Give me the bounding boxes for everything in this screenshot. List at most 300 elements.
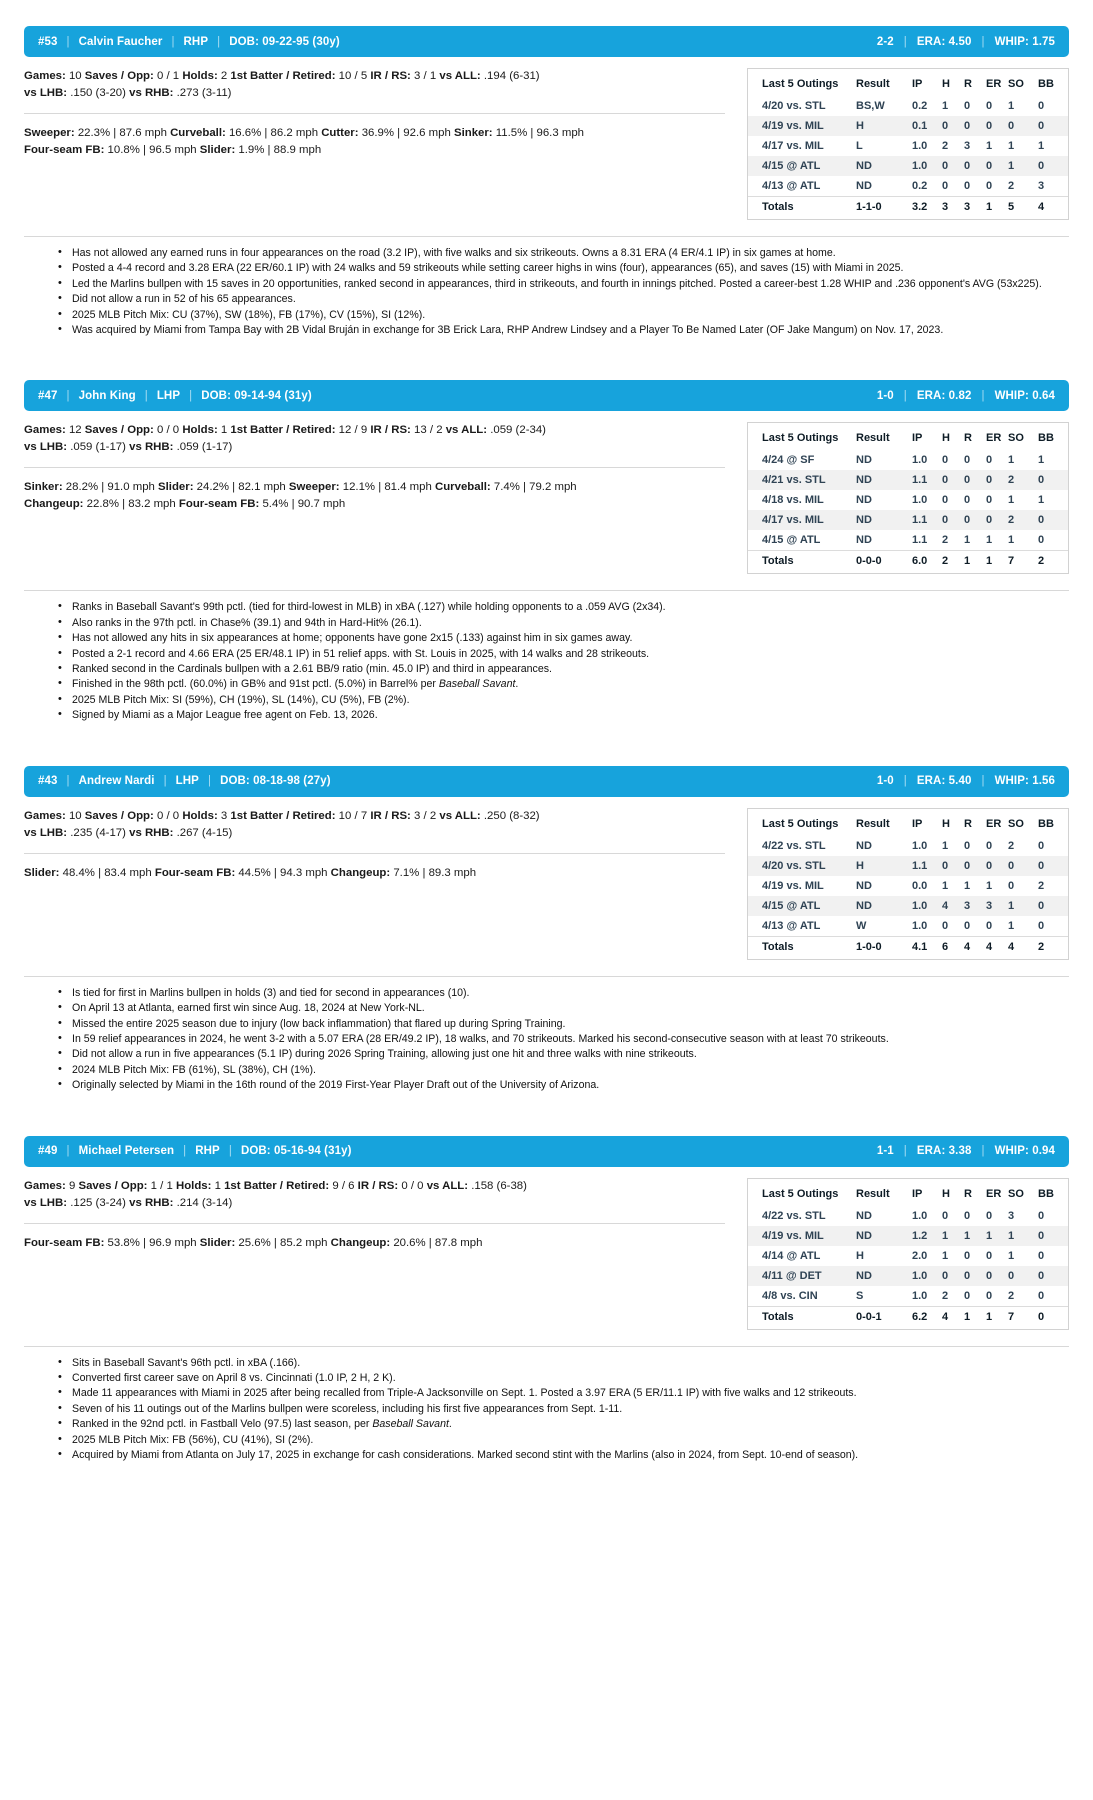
table-row — [748, 1286, 1068, 1307]
table-cell: 1.0 — [912, 1289, 928, 1302]
table-cell: 0 — [942, 1269, 949, 1282]
table-row — [748, 1226, 1068, 1246]
player-identity — [38, 390, 312, 402]
table-cell: ND — [856, 180, 872, 192]
table-row — [748, 176, 1068, 197]
table-cell: 0 — [964, 514, 971, 527]
table-cell: 1 — [1038, 454, 1045, 467]
table-cell: 1 — [942, 1229, 949, 1242]
table-cell: 0 — [964, 919, 971, 932]
table-cell: 2.0 — [912, 1249, 928, 1262]
table-cell: 0 — [1008, 120, 1015, 132]
table-cell: 0 — [1038, 1209, 1045, 1222]
outings-table — [748, 1183, 1068, 1327]
block-spacer — [24, 1463, 1069, 1501]
table-cell: 3 — [964, 140, 971, 152]
column-header: ER — [986, 432, 1002, 445]
player-header — [24, 26, 1069, 57]
table-cell: 0 — [986, 514, 993, 527]
totals-cell: 6.2 — [912, 1310, 928, 1323]
divider-glyph: | — [903, 389, 907, 402]
table-cell: ND — [856, 839, 872, 852]
divider-glyph: | — [981, 1145, 985, 1158]
player-stats-column — [24, 808, 735, 882]
player-record: 1-0 — [876, 389, 894, 402]
table-cell: 1.0 — [912, 140, 928, 152]
table-cell: 1 — [1008, 494, 1015, 507]
note-item: • Also ranks in the 97th pctl. in Chase% (39.1) and 94th in Hard-Hit% (26.1). — [58, 616, 1069, 630]
totals-cell: 7 — [1008, 1310, 1015, 1323]
table-cell: 1.0 — [912, 454, 928, 467]
stat-line-primary: Games: 10 Saves / Opp: 0 / 0 Holds: 3 1st Batter / Retired: 10 / 7 IR / RS: 3 / 2 vs ALL: .250 (8-32) — [24, 809, 540, 822]
table-cell: 0 — [1038, 1269, 1045, 1282]
column-header: SO — [1008, 817, 1024, 830]
note-item: • Led the Marlins bullpen with 15 saves in 20 opportunities, ranked second in appearances, third in strikeouts, and fourth in innings pitched. Posted a career-best 1.28 WHIP and .236 opponent's AVG (53x225). — [58, 277, 1069, 291]
table-cell: 0.1 — [912, 120, 928, 132]
player-number: #49 — [38, 1145, 58, 1158]
table-cell: 0 — [942, 120, 949, 132]
divider-glyph: | — [163, 775, 167, 788]
table-cell: 0 — [942, 454, 949, 467]
table-cell: 0.2 — [912, 100, 928, 112]
column-header: H — [942, 817, 950, 830]
divider-glyph: | — [207, 775, 212, 788]
table-cell: 0 — [964, 180, 971, 192]
table-cell: L — [856, 140, 863, 152]
player-block — [24, 380, 1069, 761]
column-header: Last 5 Outings — [762, 817, 839, 830]
table-cell: 1 — [1008, 1229, 1015, 1242]
player-era: ERA: 4.50 — [916, 35, 972, 48]
column-header: SO — [1008, 432, 1024, 445]
table-cell: 0 — [964, 474, 971, 487]
totals-cell: 1-1-0 — [856, 201, 882, 213]
table-cell: 0 — [942, 919, 949, 932]
table-cell: 0 — [986, 160, 993, 172]
column-header: R — [964, 817, 972, 830]
table-cell: 3 — [1038, 180, 1045, 192]
table-cell: 0 — [1038, 160, 1045, 172]
table-cell: ND — [856, 899, 872, 912]
player-era: ERA: 0.82 — [916, 389, 972, 402]
player-header — [24, 380, 1069, 411]
totals-cell: 1 — [964, 555, 971, 568]
totals-cell: 3.2 — [912, 201, 928, 213]
player-whip: WHIP: 0.64 — [994, 389, 1055, 402]
divider-glyph: | — [189, 389, 193, 402]
player-dob: DOB: 05-16-94 (31y) — [240, 1145, 352, 1158]
section-divider — [24, 1223, 725, 1224]
table-cell: 2 — [1008, 180, 1015, 192]
stat-line-primary: Games: 10 Saves / Opp: 0 / 1 Holds: 2 1st Batter / Retired: 10 / 5 IR / RS: 3 / 1 vs ALL: .194 (6-31) — [24, 70, 540, 82]
column-header: R — [964, 1187, 972, 1200]
column-header: ER — [986, 817, 1002, 830]
block-spacer — [24, 338, 1069, 376]
table-cell: 1.1 — [912, 534, 928, 547]
table-cell: 0 — [964, 1249, 971, 1262]
table-row — [748, 896, 1068, 916]
table-cell: 1 — [942, 879, 949, 892]
divider-glyph: | — [217, 35, 221, 48]
pitch-mix-line-1: Slider: 48.4% | 83.4 mph Four-seam FB: 44.5% | 94.3 mph Changeup: 7.1% | 89.3 mph — [24, 866, 477, 879]
column-header: Result — [856, 817, 890, 830]
totals-cell: 4 — [964, 940, 971, 953]
table-cell: 4/15 @ ATL — [762, 534, 821, 547]
column-header: R — [964, 78, 972, 90]
totals-cell: 6 — [942, 940, 949, 953]
table-cell: 0 — [942, 859, 949, 872]
table-cell: 1 — [1008, 534, 1015, 547]
table-cell: 1 — [942, 100, 949, 112]
divider-glyph: | — [171, 35, 175, 48]
totals-cell: 0-0-1 — [856, 1310, 882, 1323]
table-cell: 4/22 vs. STL — [762, 1209, 826, 1222]
player-name[interactable]: Andrew Nardi — [78, 775, 155, 788]
player-name[interactable]: Michael Petersen — [78, 1145, 175, 1158]
player-whip: WHIP: 0.94 — [994, 1145, 1055, 1158]
table-cell: 0 — [986, 839, 993, 852]
column-header: IP — [912, 1187, 923, 1200]
table-header-row — [748, 1183, 1068, 1206]
table-cell: 1 — [1038, 140, 1045, 152]
note-item: • Missed the entire 2025 season due to injury (low back inflammation) that flared up during Spring Training. — [58, 1017, 1069, 1031]
totals-cell: Totals — [762, 201, 794, 213]
column-header: R — [964, 432, 972, 445]
table-cell: 4/18 vs. MIL — [762, 494, 824, 507]
note-item: • In 59 relief appearances in 2024, he went 3-2 with a 5.07 ERA (28 ER/49.2 IP), 18 walks, and 70 strikeouts. Marked his second-consecutive season with at least 70 strikeouts. — [58, 1032, 1069, 1046]
table-totals-row — [748, 551, 1068, 572]
column-header: Result — [856, 432, 890, 445]
note-item: • 2025 MLB Pitch Mix: FB (56%), CU (41%), SI (2%). — [58, 1433, 1069, 1447]
table-cell: 4/11 @ DET — [762, 1269, 822, 1282]
table-cell: 0 — [986, 1209, 993, 1222]
table-row — [748, 1206, 1068, 1226]
column-header: IP — [912, 817, 923, 830]
table-cell: 0 — [942, 180, 949, 192]
table-cell: ND — [856, 160, 872, 172]
player-summary-stats — [877, 36, 1055, 48]
note-item: • Signed by Miami as a Major League free agent on Feb. 13, 2026. — [58, 708, 1069, 722]
totals-cell: 1 — [986, 201, 993, 213]
table-cell: 4/20 vs. STL — [762, 859, 826, 872]
column-header: Result — [856, 1187, 890, 1200]
player-record: 1-1 — [876, 1145, 894, 1158]
divider-glyph: | — [981, 35, 985, 48]
section-divider — [24, 113, 725, 114]
totals-cell: 1 — [986, 555, 993, 568]
table-row — [748, 856, 1068, 876]
table-header-row — [748, 73, 1068, 96]
column-header: Last 5 Outings — [762, 1187, 839, 1200]
player-number: #43 — [38, 775, 58, 788]
table-cell: ND — [856, 454, 872, 467]
table-cell: ND — [856, 494, 872, 507]
note-item: • Has not allowed any earned runs in four appearances on the road (3.2 IP), with five walks and six strikeouts. Owns a 8.31 ERA (4 ER/4.1 IP) in six games at home. — [58, 246, 1069, 260]
player-summary-stats — [877, 775, 1055, 787]
player-throws: RHP — [195, 1145, 220, 1158]
table-cell: 0 — [964, 100, 971, 112]
player-body — [24, 57, 1069, 220]
table-row — [748, 96, 1068, 116]
note-item: • 2025 MLB Pitch Mix: SI (59%), CH (19%), SL (14%), CU (5%), FB (2%). — [58, 693, 1069, 707]
player-stats-column — [24, 68, 735, 159]
outings-table — [748, 427, 1068, 571]
players-container — [24, 26, 1069, 1501]
player-throws: LHP — [175, 775, 199, 788]
player-dob: DOB: 09-22-95 (30y) — [229, 35, 340, 48]
table-cell: 1 — [1008, 160, 1015, 172]
player-era: ERA: 5.40 — [916, 775, 972, 788]
last-5-outings-panel — [747, 1178, 1069, 1330]
table-cell: 0 — [1038, 899, 1045, 912]
player-record: 1-0 — [876, 775, 894, 788]
table-cell: 0 — [986, 1249, 993, 1262]
table-cell: 1 — [1008, 100, 1015, 112]
totals-cell: 4 — [1008, 940, 1015, 953]
divider-glyph: | — [66, 1145, 70, 1158]
table-cell: W — [856, 919, 867, 932]
player-notes-list — [58, 1356, 1069, 1463]
table-cell: 0 — [1038, 839, 1045, 852]
notes-divider — [24, 976, 1069, 977]
note-item: • Posted a 2-1 record and 4.66 ERA (25 ER/48.1 IP) in 51 relief apps. with St. Louis in 2025, with 14 walks and 28 strikeouts. — [58, 647, 1069, 661]
player-name[interactable]: Calvin Faucher — [78, 35, 163, 48]
table-cell: 0 — [964, 1209, 971, 1222]
player-number: #47 — [38, 389, 58, 402]
player-number: #53 — [38, 35, 58, 48]
divider-glyph: | — [981, 389, 985, 402]
table-totals-row — [748, 1306, 1068, 1327]
table-row — [748, 876, 1068, 896]
totals-cell: Totals — [762, 1310, 794, 1323]
table-cell: 1 — [986, 534, 993, 547]
player-dob: DOB: 09-14-94 (31y) — [201, 389, 312, 402]
table-row — [748, 916, 1068, 937]
pitch-mix-line-1: Sweeper: 22.3% | 87.6 mph Curveball: 16.6% | 86.2 mph Cutter: 36.9% | 92.6 mph Sinker: 11.5% | 96.3 mph — [24, 127, 584, 139]
table-cell: 0 — [964, 454, 971, 467]
table-cell: 1.1 — [912, 514, 928, 527]
table-cell: 0 — [986, 1269, 993, 1282]
totals-cell: 5 — [1008, 201, 1015, 213]
outings-table — [748, 813, 1068, 957]
table-cell: 0 — [1008, 1269, 1015, 1282]
section-divider — [24, 853, 725, 854]
note-item: • Is tied for first in Marlins bullpen in holds (3) and tied for second in appearances (10). — [58, 986, 1069, 1000]
table-cell: 0 — [1038, 534, 1045, 547]
totals-cell: 2 — [1038, 940, 1045, 953]
table-cell: ND — [856, 1269, 872, 1282]
table-cell: 0 — [1038, 1289, 1045, 1302]
player-identity — [38, 775, 331, 787]
table-cell: 0 — [1038, 120, 1045, 132]
table-cell: 0 — [1038, 514, 1045, 527]
stat-line-primary: Games: 9 Saves / Opp: 1 / 1 Holds: 1 1st Batter / Retired: 9 / 6 IR / RS: 0 / 0 vs ALL: .158 (6-38) — [24, 1179, 527, 1192]
player-header — [24, 766, 1069, 797]
table-cell: 0 — [1008, 859, 1015, 872]
table-cell: ND — [856, 1229, 872, 1242]
table-cell: 0 — [964, 120, 971, 132]
table-cell: 3 — [964, 899, 971, 912]
player-stats-column — [24, 1178, 735, 1252]
divider-glyph: | — [66, 35, 70, 48]
divider-glyph: | — [144, 389, 148, 402]
table-cell: 0 — [986, 494, 993, 507]
player-block — [24, 1136, 1069, 1502]
table-cell: 1.0 — [912, 160, 928, 172]
note-item: • Did not allow a run in five appearances (5.1 IP) during 2026 Spring Training, allowing just one hit and three walks with nine strikeouts. — [58, 1047, 1069, 1061]
player-dob: DOB: 08-18-98 (27y) — [220, 775, 331, 788]
table-cell: 1.0 — [912, 494, 928, 507]
table-cell: ND — [856, 514, 872, 527]
table-cell: H — [856, 120, 864, 132]
table-cell: 0 — [1038, 1229, 1045, 1242]
table-cell: 1 — [986, 140, 993, 152]
block-spacer — [24, 724, 1069, 762]
note-item: • Ranked in the 92nd pctl. in Fastball Velo (97.5) last season, per Baseball Savant. — [58, 1417, 1069, 1431]
player-name[interactable]: John King — [78, 389, 136, 402]
totals-cell: 2 — [1038, 555, 1045, 568]
totals-cell: 3 — [942, 201, 949, 213]
stat-line-splits: vs LHB: .059 (1-17) vs RHB: .059 (1-17) — [24, 441, 233, 454]
table-cell: 4/15 @ ATL — [762, 899, 821, 912]
player-throws: RHP — [183, 35, 209, 48]
column-header: IP — [912, 432, 923, 445]
totals-cell: 4 — [942, 1310, 949, 1323]
table-row — [748, 530, 1068, 551]
table-cell: H — [856, 1249, 864, 1262]
table-cell: 0 — [942, 514, 949, 527]
table-cell: 0 — [942, 160, 949, 172]
stat-line-splits: vs LHB: .125 (3-24) vs RHB: .214 (3-14) — [24, 1196, 233, 1209]
divider-glyph: | — [903, 775, 907, 788]
table-cell: 1.2 — [912, 1229, 928, 1242]
column-header: SO — [1008, 1187, 1024, 1200]
totals-cell: Totals — [762, 940, 794, 953]
note-item: • Made 11 appearances with Miami in 2025 after being recalled from Triple-A Jacksonville on Sept. 1. Posted a 3.97 ERA (5 ER/11.1 IP) with five walks and 12 strikeouts. — [58, 1386, 1069, 1400]
totals-cell: 4 — [1038, 201, 1045, 213]
table-cell: 0 — [1008, 879, 1015, 892]
totals-cell: 0 — [1038, 1310, 1045, 1323]
totals-cell: 4 — [986, 940, 993, 953]
table-cell: 4/20 vs. STL — [762, 100, 826, 112]
table-totals-row — [748, 936, 1068, 957]
note-item: • 2025 MLB Pitch Mix: CU (37%), SW (18%), FB (17%), CV (15%), SI (12%). — [58, 308, 1069, 322]
column-header: Result — [856, 78, 890, 90]
table-cell: 4/17 vs. MIL — [762, 514, 824, 527]
table-cell: 4/13 @ ATL — [762, 180, 821, 192]
player-whip: WHIP: 1.75 — [994, 35, 1055, 48]
totals-cell: 3 — [964, 201, 971, 213]
player-identity — [38, 1145, 352, 1157]
table-cell: BS,W — [856, 100, 885, 112]
totals-cell: Totals — [762, 555, 794, 568]
table-cell: 1.0 — [912, 839, 928, 852]
last-5-outings-panel — [747, 422, 1069, 574]
note-item: • Originally selected by Miami in the 16th round of the 2019 First-Year Player Draft out of the University of Arizona. — [58, 1078, 1069, 1092]
table-row — [748, 156, 1068, 176]
table-cell: 1.0 — [912, 919, 928, 932]
table-cell: 3 — [986, 899, 993, 912]
divider-glyph: | — [183, 1145, 187, 1158]
table-cell: 0 — [986, 454, 993, 467]
block-spacer — [24, 1094, 1069, 1132]
player-summary-stats — [877, 1145, 1055, 1157]
table-cell: 1 — [986, 879, 993, 892]
column-header: ER — [986, 1187, 1002, 1200]
stat-line-primary: Games: 12 Saves / Opp: 0 / 0 Holds: 1 1st Batter / Retired: 12 / 9 IR / RS: 13 / 2 vs ALL: .059 (2-34) — [24, 424, 546, 437]
totals-cell: 1-0-0 — [856, 940, 882, 953]
table-cell: 0 — [1038, 474, 1045, 487]
player-stats-column — [24, 422, 735, 513]
player-notes-list — [58, 246, 1069, 337]
table-cell: 4/13 @ ATL — [762, 919, 821, 932]
stat-line-splits: vs LHB: .235 (4-17) vs RHB: .267 (4-15) — [24, 826, 233, 839]
table-cell: 0 — [964, 160, 971, 172]
table-cell: 4/15 @ ATL — [762, 160, 821, 172]
table-cell: 1.1 — [912, 859, 928, 872]
table-cell: 0.0 — [912, 879, 928, 892]
table-cell: ND — [856, 1209, 872, 1222]
table-cell: 4/24 @ SF — [762, 454, 815, 467]
table-totals-row — [748, 197, 1068, 218]
table-cell: ND — [856, 474, 872, 487]
table-cell: 3 — [1008, 1209, 1015, 1222]
table-cell: 1.0 — [912, 899, 928, 912]
player-body — [24, 411, 1069, 574]
table-row — [748, 116, 1068, 136]
totals-cell: 4.1 — [912, 940, 928, 953]
table-cell: 0 — [1038, 1249, 1045, 1262]
column-header: BB — [1038, 78, 1054, 90]
table-cell: H — [856, 859, 864, 872]
table-cell: 0 — [1038, 859, 1045, 872]
table-cell: 4/8 vs. CIN — [762, 1289, 818, 1302]
table-cell: 0 — [942, 474, 949, 487]
table-cell: 0 — [964, 839, 971, 852]
table-cell: 2 — [1008, 839, 1015, 852]
table-cell: 0 — [964, 1269, 971, 1282]
note-item: • Posted a 4-4 record and 3.28 ERA (22 ER/60.1 IP) with 24 walks and 59 strikeouts while setting career highs in wins (four), appearances (65), and saves (15) with Miami in 2025. — [58, 261, 1069, 275]
divider-glyph: | — [228, 1145, 232, 1158]
player-throws: LHP — [156, 389, 181, 402]
column-header: IP — [912, 78, 923, 90]
divider-glyph: | — [66, 775, 70, 788]
pitch-mix-line-1: Four-seam FB: 53.8% | 96.9 mph Slider: 25.6% | 85.2 mph Changeup: 20.6% | 87.8 mph — [24, 1236, 483, 1249]
table-cell: 1 — [1008, 919, 1015, 932]
table-cell: 1 — [986, 1229, 993, 1242]
totals-cell: 7 — [1008, 555, 1015, 568]
player-block — [24, 766, 1069, 1132]
table-cell: 2 — [1008, 474, 1015, 487]
table-cell: 1 — [942, 1249, 949, 1262]
table-row — [748, 510, 1068, 530]
totals-cell: 6.0 — [912, 555, 928, 568]
column-header: BB — [1038, 432, 1054, 445]
player-body — [24, 1167, 1069, 1330]
table-cell: 4/19 vs. MIL — [762, 879, 824, 892]
column-header: SO — [1008, 78, 1024, 90]
column-header: H — [942, 78, 950, 90]
section-divider — [24, 467, 725, 468]
table-header-row — [748, 813, 1068, 836]
column-header: H — [942, 432, 950, 445]
player-block — [24, 26, 1069, 376]
last-5-outings-panel — [747, 808, 1069, 960]
table-cell: 0 — [986, 1289, 993, 1302]
table-header-row — [748, 427, 1068, 450]
table-cell: 1.0 — [912, 1269, 928, 1282]
table-cell: 0 — [986, 859, 993, 872]
